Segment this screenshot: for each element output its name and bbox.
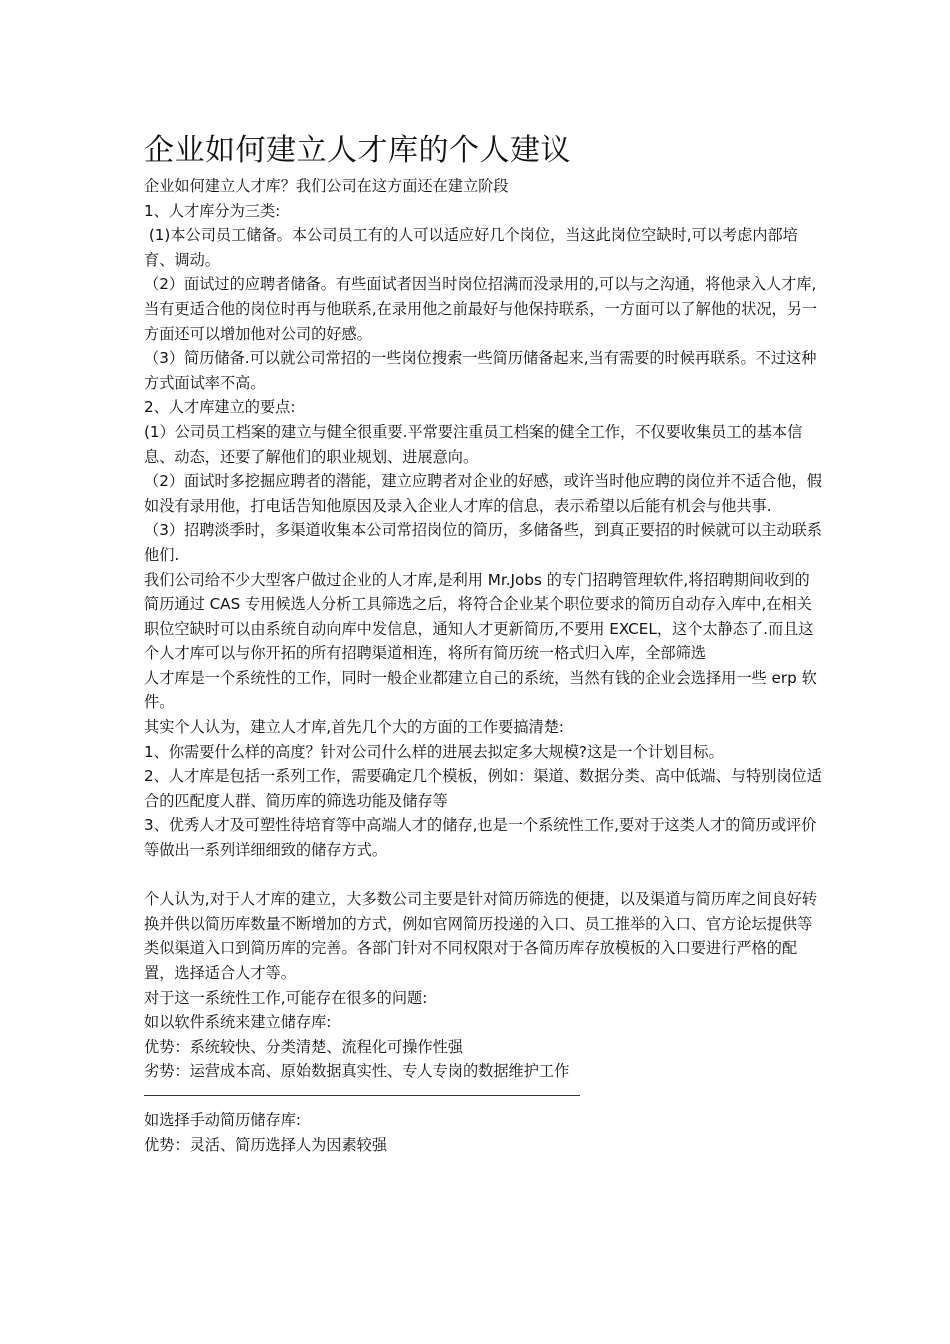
separator-line	[144, 1095, 580, 1096]
blank-line	[144, 863, 824, 888]
document-title: 企业如何建立人才库的个人建议	[144, 133, 571, 168]
paragraph: （3）简历储备.可以就公司常招的一些岗位搜索一些简历储备起来,当有需要的时候再联系。不过这种方式面试率不高。	[144, 349, 817, 392]
document-page	[144, 132, 824, 1157]
paragraph: 劣势：运营成本高、原始数据真实性、专人专岗的数据维护工作	[144, 1062, 570, 1081]
paragraph: 如选择手动简历储存库:	[144, 1110, 301, 1129]
paragraph: （2）面试时多挖掘应聘者的潜能，建立应聘者对企业的好感，或许当时他应聘的岗位并不适合他，假如没有录用他，打电话告知他原因及录入企业人才库的信息，表示希望以后能有机会与他共事.	[144, 472, 822, 515]
paragraph: 2、人才库建立的要点:	[144, 398, 296, 417]
paragraph: 优势：系统较快、分类清楚、流程化可操作性强	[144, 1037, 463, 1056]
paragraph: 2、人才库是包括一系列工作，需要确定几个模板，例如：渠道、数据分类、高中低端、与特别岗位适合的匹配度人群、简历库的筛选功能及储存等	[144, 767, 822, 810]
paragraph: 人才库是一个系统性的工作，同时一般企业都建立自己的系统，当然有钱的企业会选择用一些 erp 软件。	[144, 668, 817, 712]
paragraph: 企业如何建立人才库？我们公司在这方面还在建立阶段	[144, 177, 509, 195]
paragraph: 3、优秀人才及可塑性待培育等中高端人才的储存,也是一个系统性工作,要对于这类人才的简历或评价等做出一系列详细细致的储存方式。	[144, 816, 817, 860]
paragraph: 个人认为,对于人才库的建立，大多数公司主要是针对简历筛选的便捷，以及渠道与简历库之间良好转换并供以简历库数量不断增加的方式，例如官网简历投递的入口、员工推举的入口、官方论坛提供等类似渠道入口到简历库的完善。各部门针对不同权限对于各简历库存放模板的入口要进行严格的配置，选择适合人才等。	[144, 890, 818, 982]
paragraph: (1)本公司员工储备。本公司员工有的人可以适应好几个岗位，当这此岗位空缺时,可以考虑内部培育、调动。	[144, 226, 798, 269]
paragraph: 1、你需要什么样的高度？针对公司什么样的进展去拟定多大规模?这是一个计划目标。	[144, 742, 724, 761]
paragraph: （3）招聘淡季时，多渠道收集本公司常招岗位的简历，多储备些，到真正要招的时候就可以主动联系他们.	[144, 521, 822, 564]
paragraph: 1、人才库分为三类:	[144, 201, 281, 220]
paragraph: 对于这一系统性工作,可能存在很多的问题:	[144, 988, 428, 1007]
paragraph: 优势：灵活、简历选择人为因素较强	[144, 1135, 387, 1154]
paragraph: (1）公司员工档案的建立与健全很重要.平常要注重员工档案的健全工作，不仅要收集员工的基本信息、动态，还要了解他们的职业规划、进展意向。	[144, 422, 803, 466]
paragraph: （2）面试过的应聘者储备。有些面试者因当时岗位招满而没录用的,可以与之沟通，将他录入人才库,当有更适合他的岗位时再与他联系,在录用他之前最好与他保持联系，一方面可以了解他的状况，另一方面还可以增加他对公司的好感。	[144, 275, 818, 343]
paragraph: 其实个人认为，建立人才库,首先几个大的方面的工作要搞清楚:	[144, 718, 565, 737]
paragraph: 如以软件系统来建立储存库:	[144, 1013, 332, 1032]
paragraph: 我们公司给不少大型客户做过企业的人才库,是利用 Mr.Jobs 的专门招聘管理软件,将招聘期间收到的简历通过 CAS 专用候选人分析工具筛选之后，将符合企业某个职位要求的简历自动存入库中,在相关职位空缺时可以由系统自动向库中发信息，通知人才更新简历,不要用 EXCEL，这个太静态了.而且这个人才库可以与你开拓的所有招聘渠道相连，将所有简历统一格式归入库，全部筛选	[144, 570, 814, 663]
